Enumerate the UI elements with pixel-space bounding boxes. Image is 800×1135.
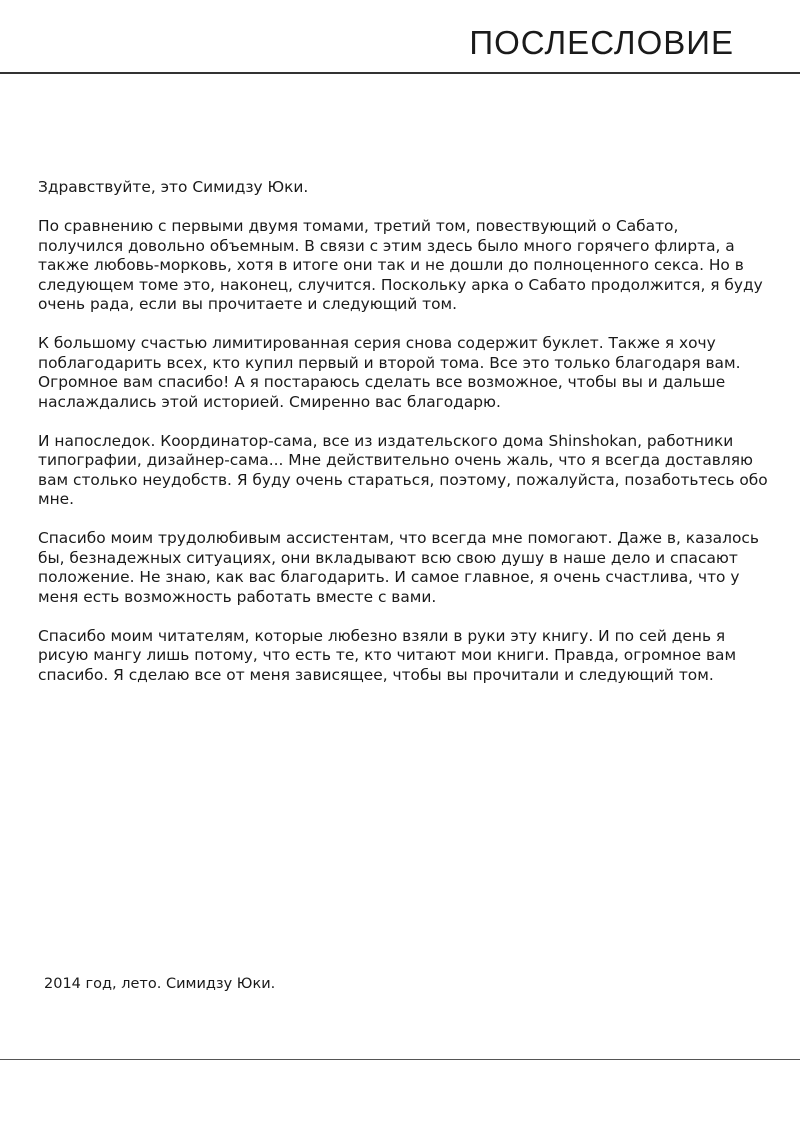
- paragraph-greeting: Здравствуйте, это Симидзу Юки.: [38, 178, 309, 196]
- paragraph: Спасибо моим читателям, которые любезно взяли в руки эту книгу. И по сей день я рисую мангу лишь потому, что есть те, кто читают мои книги. Правда, огромное вам спасибо. Я сделаю все от меня зависящее, чтобы вы прочитали и следующий том.: [38, 626, 737, 684]
- header-divider: [0, 72, 800, 74]
- paragraph: И напоследок. Координатор-сама, все из издательского дома Shinshokan, работники типографии, дизайнер-сама... Мне действительно очень жаль, что я всегда доставляю вам столько неудобств. Я буду очень стараться, поэтому, пожалуйста, позаботьтесь обо мне.: [38, 431, 768, 508]
- footer-divider: [0, 1059, 800, 1060]
- page-title: ПОСЛЕСЛОВИЕ: [469, 24, 734, 61]
- paragraph: Спасибо моим трудолюбивым ассистентам, что всегда мне помогают. Даже в, казалось бы, безнадежных ситуациях, они вкладывают всю свою душу в наше дело и спасают положение. Не знаю, как вас благодарить. И самое главное, я очень счастлива, что у меня есть возможность работать вместе с вами.: [38, 529, 759, 606]
- paragraph: По сравнению с первыми двумя томами, третий том, повествующий о Сабато, получился довольно объемным. В связи с этим здесь было много горячего флирта, а также любовь-морковь, хотя в итоге они так и не дошли до полноценного секса. Но в следующем томе это, наконец, случится. Поскольку арка о Сабато продолжится, я буду очень рада, если вы прочитаете и следующий том.: [38, 217, 763, 313]
- signature: 2014 год, лето. Симидзу Юки.: [44, 976, 276, 992]
- afterword-body: [38, 178, 768, 705]
- paragraph: К большому счастью лимитированная серия снова содержит буклет. Также я хочу поблагодарить всех, кто купил первый и второй тома. Все это только благодаря вам. Огромное вам спасибо! А я постараюсь сделать все возможное, чтобы вы и дальше наслаждались этой историей. Смиренно вас благодарю.: [38, 334, 741, 411]
